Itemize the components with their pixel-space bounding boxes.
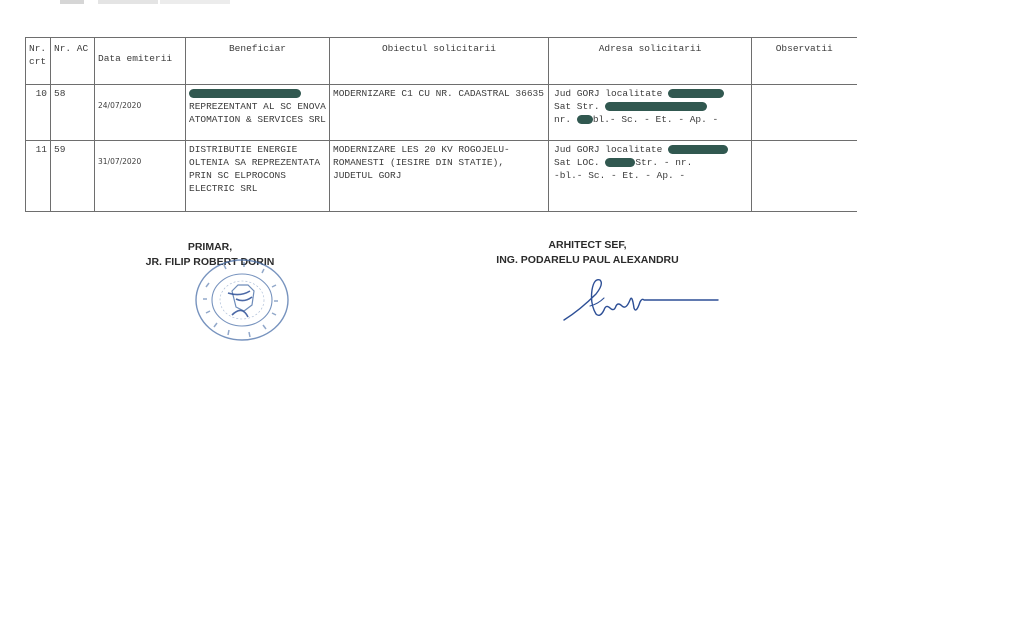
- handwritten-signature-icon: [560, 270, 720, 326]
- header-nr-ac: Nr. AC: [51, 38, 95, 85]
- adresa-line3: -bl.- Sc. - Et. - Ap. -: [554, 170, 686, 181]
- adresa-line2: Sat Str.: [554, 101, 600, 112]
- header-obiectul: Obiectul solicitarii: [330, 38, 549, 85]
- header-adresa: Adresa solicitarii: [549, 38, 752, 85]
- redaction-mark: [668, 145, 728, 154]
- cell-nr-ac: 58: [51, 85, 95, 141]
- header-beneficiar: Beneficiar: [186, 38, 330, 85]
- table-header-row: [26, 38, 857, 85]
- adresa-line3: bl.- Sc. - Et. - Ap. -: [592, 114, 719, 125]
- table-row: [26, 85, 857, 141]
- redaction-mark: [577, 115, 593, 124]
- header-nr-crt: Nr. crt: [26, 38, 51, 85]
- primar-name: JR. FILIP ROBERT DORIN: [145, 256, 275, 268]
- redaction-mark: [189, 89, 301, 98]
- redaction-mark: [605, 158, 635, 167]
- table-row: [26, 141, 857, 212]
- header-data-emiterii: Data emiterii: [95, 38, 186, 85]
- header-observatii: Observatii: [752, 38, 857, 85]
- scan-edge-marks: [60, 0, 230, 4]
- cell-nr-crt: 10: [26, 85, 51, 141]
- adresa-line2: Str. - nr.: [635, 157, 693, 168]
- adresa-line1: Jud GORJ localitate: [554, 144, 663, 155]
- cell-obiectul: MODERNIZARE LES 20 KV ROGOJELU-ROMANESTI (IESIRE DIN STATIE), JUDETUL GORJ: [330, 141, 549, 212]
- redaction-mark: [605, 102, 707, 111]
- redaction-mark: [668, 89, 724, 98]
- cell-data-emiterii: 31/07/2020: [95, 141, 186, 212]
- cell-data-emiterii: 24/07/2020: [95, 85, 186, 141]
- cell-adresa: [549, 141, 752, 212]
- cell-beneficiar: [186, 85, 330, 141]
- cell-adresa: [549, 85, 752, 141]
- cell-observatii: [752, 85, 857, 141]
- official-stamp-icon: [192, 257, 292, 343]
- adresa-line2-prefix: Sat LOC.: [554, 157, 600, 168]
- cell-nr-crt: 11: [26, 141, 51, 212]
- beneficiar-text: REPREZENTANT AL SC ENOVA ATOMATION & SERVICES SRL: [189, 101, 326, 125]
- adresa-line3-prefix: nr.: [554, 114, 572, 125]
- cell-nr-ac: 59: [51, 141, 95, 212]
- arhitect-title: ARHITECT SEF,: [548, 239, 627, 251]
- arhitect-name: ING. PODARELU PAUL ALEXANDRU: [496, 254, 679, 266]
- cell-beneficiar: DISTRIBUTIE ENERGIE OLTENIA SA REPREZENTATA PRIN SC ELPROCONS ELECTRIC SRL: [186, 141, 330, 212]
- signature-block-arhitect: [470, 238, 705, 268]
- permits-register-table: [25, 37, 857, 212]
- primar-title: PRIMAR,: [187, 241, 233, 253]
- cell-observatii: [752, 141, 857, 212]
- cell-obiectul: MODERNIZARE C1 CU NR. CADASTRAL 36635: [330, 85, 549, 141]
- adresa-line1: Jud GORJ localitate: [554, 88, 663, 99]
